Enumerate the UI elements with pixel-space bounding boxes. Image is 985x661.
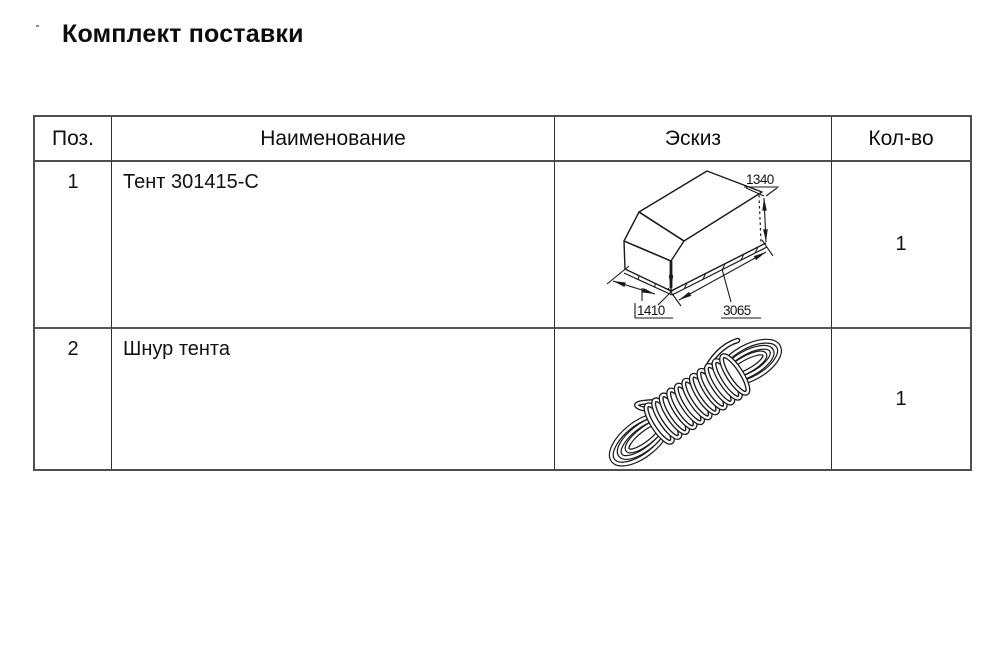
table-row-1-pos — [35, 162, 112, 329]
row2-name-value: Шнур тента — [123, 338, 230, 360]
header-qty — [832, 117, 970, 162]
row2-pos-value: 2 — [67, 338, 79, 360]
header-name — [112, 117, 555, 162]
tent-dimension-labels — [637, 172, 774, 318]
header-name-label: Наименование — [260, 126, 406, 150]
dimension-label-length: 3065 — [723, 303, 751, 318]
row1-qty-value: 1 — [895, 233, 907, 255]
table-row-2-sketch — [555, 329, 832, 469]
package-contents-table — [33, 115, 972, 471]
header-pos — [35, 117, 112, 162]
rope-hank — [593, 329, 791, 469]
header-pos-label: Поз. — [52, 126, 94, 150]
tent-outline — [624, 171, 767, 295]
table-row-1-name — [112, 162, 555, 329]
header-sketch-label: Эскиз — [664, 126, 722, 150]
table-row-2-pos — [35, 329, 112, 469]
table-row-2-qty — [832, 329, 970, 469]
rope-sketch-drawing — [555, 329, 831, 469]
header-qty-label: Кол-во — [868, 126, 934, 150]
dimension-label-width: 1410 — [637, 303, 665, 318]
stray-mark — [36, 25, 39, 27]
row2-qty-value: 1 — [895, 387, 907, 410]
tent-sketch-drawing — [555, 162, 831, 327]
table-row-1-sketch — [555, 162, 832, 329]
row1-name-value: Тент 301415-С — [123, 171, 259, 193]
page-title: Комплект поставки — [62, 20, 304, 48]
dimension-label-height: 1340 — [746, 172, 774, 187]
table-row-2-name — [112, 329, 555, 469]
table-row-1-qty — [832, 162, 970, 329]
row1-pos-value: 1 — [67, 171, 79, 193]
header-sketch — [555, 117, 832, 162]
tent-dimension-lines — [607, 187, 779, 318]
